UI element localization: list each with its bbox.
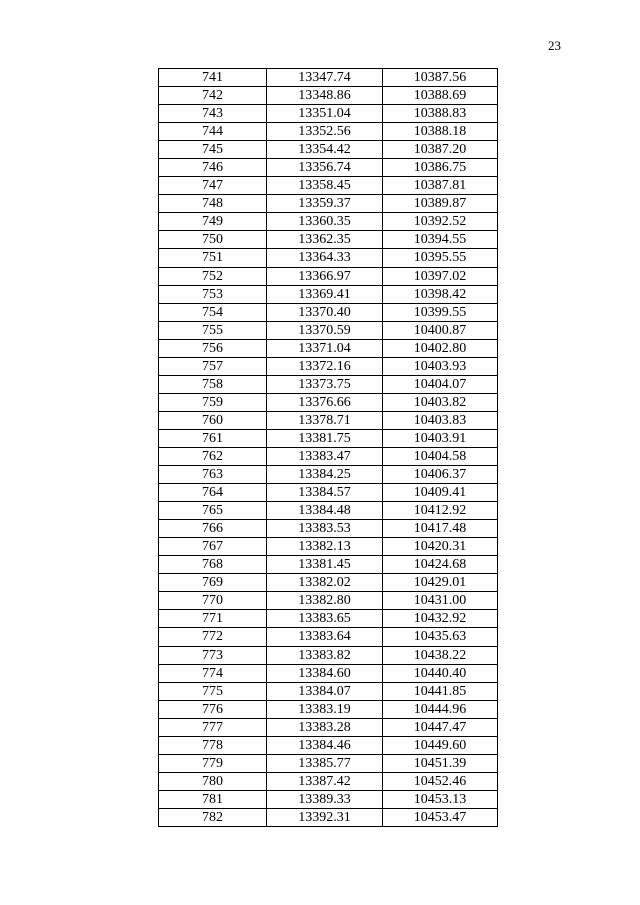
point-number-cell: 742 [159,87,267,105]
point-number-cell: 768 [159,556,267,574]
x-coordinate-cell: 13381.75 [267,429,383,447]
x-coordinate-cell: 13384.07 [267,682,383,700]
x-coordinate-cell: 13378.71 [267,411,383,429]
table-row [159,754,498,772]
x-coordinate-cell: 13382.13 [267,538,383,556]
x-coordinate-cell: 13383.64 [267,628,383,646]
y-coordinate-cell: 10431.00 [383,592,498,610]
point-number-cell: 766 [159,520,267,538]
table-row [159,772,498,790]
x-coordinate-cell: 13384.60 [267,664,383,682]
y-coordinate-cell: 10387.20 [383,141,498,159]
y-coordinate-cell: 10441.85 [383,682,498,700]
point-number-cell: 782 [159,808,267,826]
y-coordinate-cell: 10447.47 [383,718,498,736]
table-row [159,447,498,465]
x-coordinate-cell: 13382.80 [267,592,383,610]
y-coordinate-cell: 10388.69 [383,87,498,105]
x-coordinate-cell: 13383.65 [267,610,383,628]
table-row [159,141,498,159]
x-coordinate-cell: 13370.59 [267,321,383,339]
table-row [159,285,498,303]
y-coordinate-cell: 10403.83 [383,411,498,429]
table-row [159,682,498,700]
y-coordinate-cell: 10406.37 [383,466,498,484]
table-row [159,520,498,538]
table-row [159,321,498,339]
table-row [159,502,498,520]
y-coordinate-cell: 10387.81 [383,177,498,195]
table-row [159,411,498,429]
point-number-cell: 765 [159,502,267,520]
x-coordinate-cell: 13360.35 [267,213,383,231]
y-coordinate-cell: 10395.55 [383,249,498,267]
y-coordinate-cell: 10444.96 [383,700,498,718]
table-row [159,466,498,484]
table-row [159,393,498,411]
y-coordinate-cell: 10409.41 [383,484,498,502]
point-number-cell: 761 [159,429,267,447]
y-coordinate-cell: 10412.92 [383,502,498,520]
y-coordinate-cell: 10404.07 [383,375,498,393]
y-coordinate-cell: 10388.83 [383,105,498,123]
table-row [159,790,498,808]
y-coordinate-cell: 10397.02 [383,267,498,285]
point-number-cell: 741 [159,69,267,87]
point-number-cell: 778 [159,736,267,754]
point-number-cell: 780 [159,772,267,790]
point-number-cell: 774 [159,664,267,682]
x-coordinate-cell: 13383.53 [267,520,383,538]
table-row [159,484,498,502]
table-row [159,700,498,718]
table-row [159,574,498,592]
table-row [159,339,498,357]
x-coordinate-cell: 13384.25 [267,466,383,484]
y-coordinate-cell: 10440.40 [383,664,498,682]
point-number-cell: 750 [159,231,267,249]
y-coordinate-cell: 10386.75 [383,159,498,177]
x-coordinate-cell: 13384.57 [267,484,383,502]
table-row [159,646,498,664]
x-coordinate-cell: 13382.02 [267,574,383,592]
x-coordinate-cell: 13352.56 [267,123,383,141]
table-row [159,87,498,105]
y-coordinate-cell: 10403.91 [383,429,498,447]
y-coordinate-cell: 10453.47 [383,808,498,826]
y-coordinate-cell: 10417.48 [383,520,498,538]
point-number-cell: 759 [159,393,267,411]
x-coordinate-cell: 13389.33 [267,790,383,808]
table-row [159,159,498,177]
point-number-cell: 776 [159,700,267,718]
table-row [159,556,498,574]
table-row [159,628,498,646]
table-row [159,808,498,826]
x-coordinate-cell: 13383.28 [267,718,383,736]
table-row [159,195,498,213]
y-coordinate-cell: 10432.92 [383,610,498,628]
coordinates-table-body [159,69,498,827]
table-row [159,592,498,610]
table-row [159,213,498,231]
x-coordinate-cell: 13383.19 [267,700,383,718]
x-coordinate-cell: 13376.66 [267,393,383,411]
table-row [159,105,498,123]
x-coordinate-cell: 13385.77 [267,754,383,772]
y-coordinate-cell: 10389.87 [383,195,498,213]
x-coordinate-cell: 13362.35 [267,231,383,249]
x-coordinate-cell: 13366.97 [267,267,383,285]
point-number-cell: 764 [159,484,267,502]
table-row [159,664,498,682]
table-row [159,429,498,447]
x-coordinate-cell: 13359.37 [267,195,383,213]
table-row [159,718,498,736]
point-number-cell: 773 [159,646,267,664]
point-number-cell: 775 [159,682,267,700]
y-coordinate-cell: 10403.82 [383,393,498,411]
y-coordinate-cell: 10429.01 [383,574,498,592]
point-number-cell: 763 [159,466,267,484]
point-number-cell: 760 [159,411,267,429]
y-coordinate-cell: 10420.31 [383,538,498,556]
x-coordinate-cell: 13364.33 [267,249,383,267]
point-number-cell: 770 [159,592,267,610]
point-number-cell: 756 [159,339,267,357]
table-row [159,303,498,321]
point-number-cell: 781 [159,790,267,808]
y-coordinate-cell: 10400.87 [383,321,498,339]
x-coordinate-cell: 13373.75 [267,375,383,393]
y-coordinate-cell: 10402.80 [383,339,498,357]
x-coordinate-cell: 13370.40 [267,303,383,321]
point-number-cell: 752 [159,267,267,285]
x-coordinate-cell: 13387.42 [267,772,383,790]
x-coordinate-cell: 13358.45 [267,177,383,195]
table-row [159,177,498,195]
x-coordinate-cell: 13347.74 [267,69,383,87]
table-row [159,375,498,393]
y-coordinate-cell: 10404.58 [383,447,498,465]
table-row [159,267,498,285]
point-number-cell: 755 [159,321,267,339]
point-number-cell: 747 [159,177,267,195]
table-row [159,610,498,628]
point-number-cell: 779 [159,754,267,772]
x-coordinate-cell: 13369.41 [267,285,383,303]
x-coordinate-cell: 13383.47 [267,447,383,465]
y-coordinate-cell: 10398.42 [383,285,498,303]
y-coordinate-cell: 10451.39 [383,754,498,772]
point-number-cell: 749 [159,213,267,231]
x-coordinate-cell: 13348.86 [267,87,383,105]
table-row [159,357,498,375]
y-coordinate-cell: 10387.56 [383,69,498,87]
y-coordinate-cell: 10424.68 [383,556,498,574]
x-coordinate-cell: 13354.42 [267,141,383,159]
point-number-cell: 743 [159,105,267,123]
point-number-cell: 777 [159,718,267,736]
y-coordinate-cell: 10399.55 [383,303,498,321]
y-coordinate-cell: 10453.13 [383,790,498,808]
y-coordinate-cell: 10392.52 [383,213,498,231]
point-number-cell: 753 [159,285,267,303]
table-row [159,69,498,87]
point-number-cell: 771 [159,610,267,628]
point-number-cell: 745 [159,141,267,159]
table-row [159,123,498,141]
point-number-cell: 748 [159,195,267,213]
x-coordinate-cell: 13372.16 [267,357,383,375]
point-number-cell: 769 [159,574,267,592]
point-number-cell: 746 [159,159,267,177]
x-coordinate-cell: 13351.04 [267,105,383,123]
point-number-cell: 762 [159,447,267,465]
x-coordinate-cell: 13384.46 [267,736,383,754]
table-row [159,538,498,556]
y-coordinate-cell: 10452.46 [383,772,498,790]
point-number-cell: 772 [159,628,267,646]
coordinates-table [158,68,498,827]
point-number-cell: 767 [159,538,267,556]
point-number-cell: 754 [159,303,267,321]
x-coordinate-cell: 13383.82 [267,646,383,664]
page-number: 23 [548,38,561,53]
y-coordinate-cell: 10394.55 [383,231,498,249]
y-coordinate-cell: 10438.22 [383,646,498,664]
point-number-cell: 751 [159,249,267,267]
y-coordinate-cell: 10403.93 [383,357,498,375]
table-row [159,736,498,754]
table-row [159,249,498,267]
x-coordinate-cell: 13384.48 [267,502,383,520]
y-coordinate-cell: 10388.18 [383,123,498,141]
point-number-cell: 757 [159,357,267,375]
table-row [159,231,498,249]
y-coordinate-cell: 10435.63 [383,628,498,646]
x-coordinate-cell: 13392.31 [267,808,383,826]
x-coordinate-cell: 13356.74 [267,159,383,177]
x-coordinate-cell: 13371.04 [267,339,383,357]
x-coordinate-cell: 13381.45 [267,556,383,574]
y-coordinate-cell: 10449.60 [383,736,498,754]
point-number-cell: 758 [159,375,267,393]
point-number-cell: 744 [159,123,267,141]
